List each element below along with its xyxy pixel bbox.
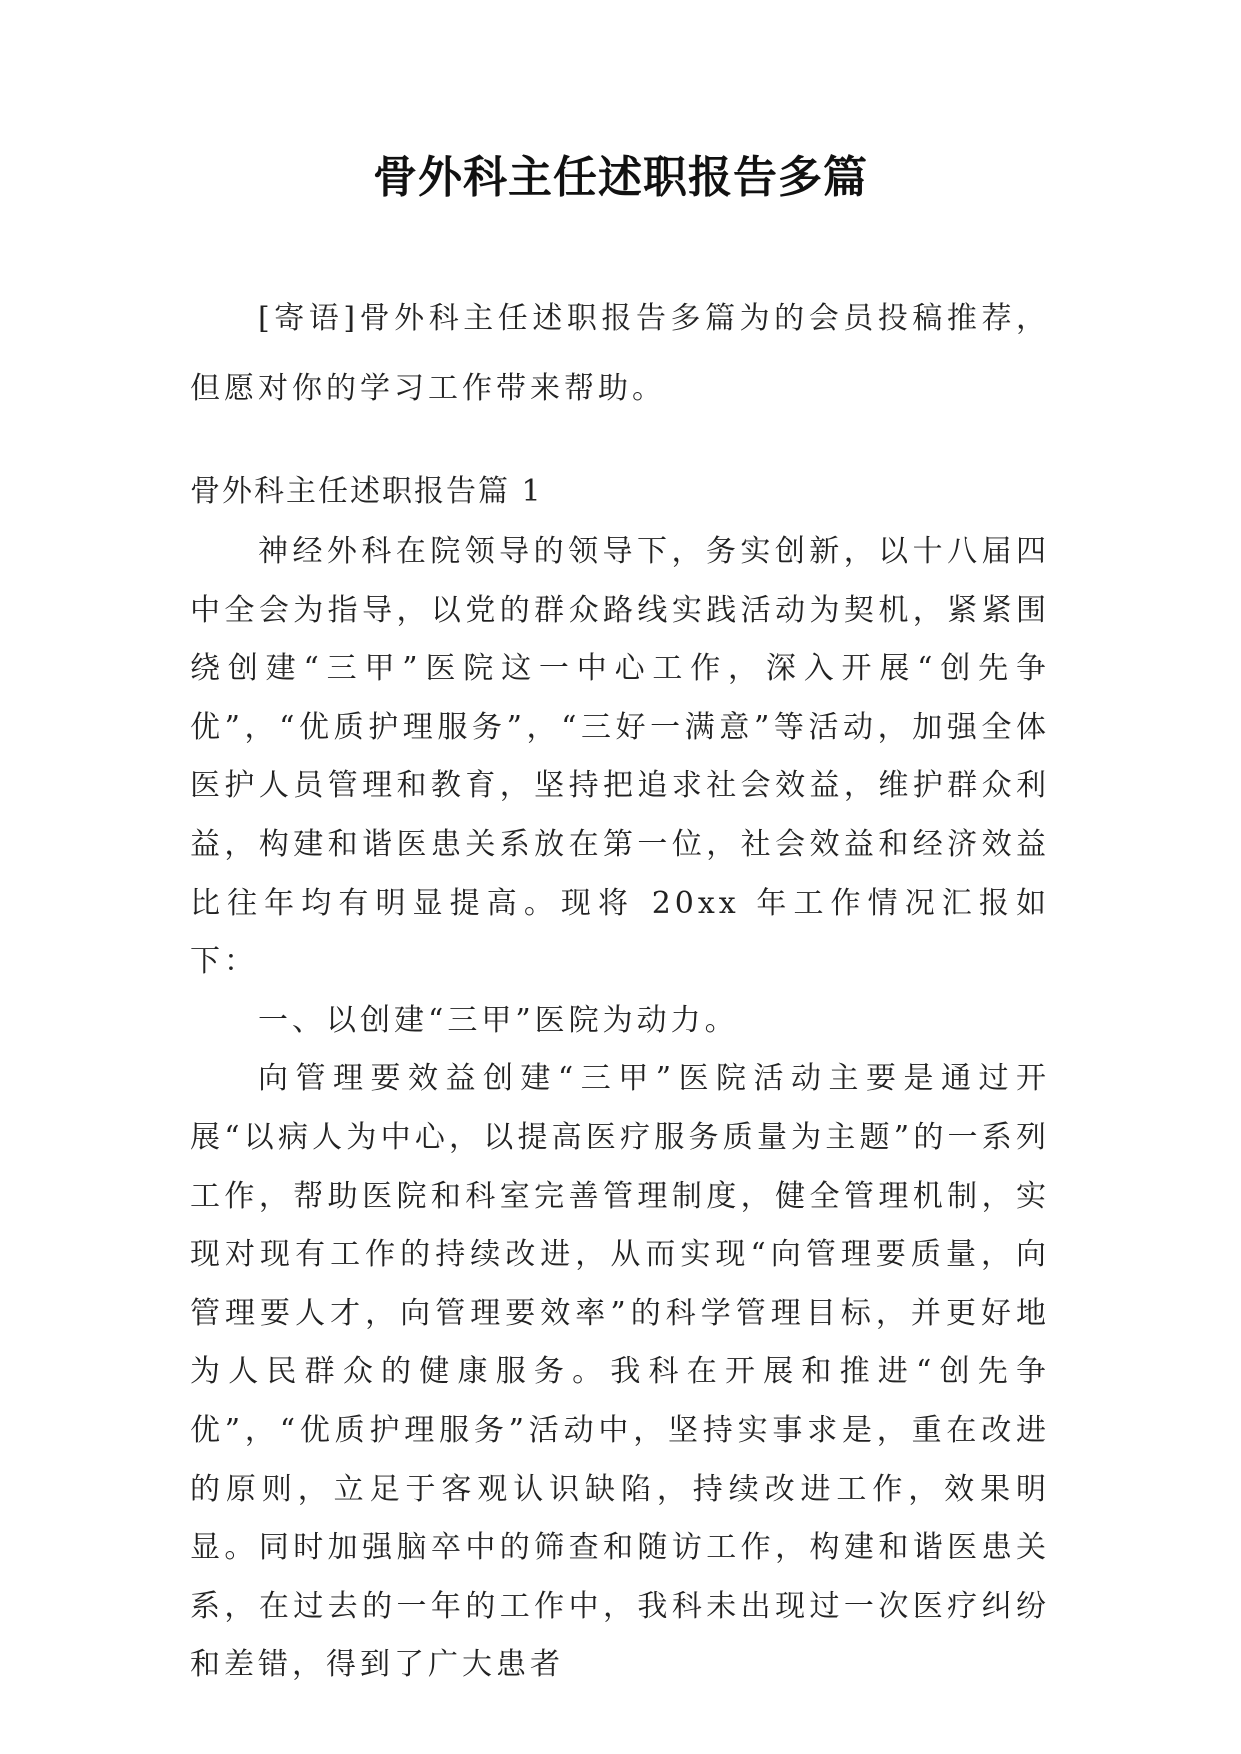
- section-heading: 骨外科主任述职报告篇 1: [190, 474, 543, 509]
- document-title: 骨外科主任述职报告多篇: [373, 152, 868, 203]
- body-paragraph-management: 向管理要效益创建“三甲”医院活动主要是通过开展“以病人为中心，以提高医疗服务质量为主题”的一系列工作，帮助医院和科室完善管理制度，健全管理机制，实现对现有工作的持续改进，从而实现“向管理要质量，向管理要人才，向管理要效率”的科学管理目标，并更好地为人民群众的健康服务。我科在开展和推进“创先争优”，“优质护理服务”活动中，坚持实事求是，重在改进的原则，立足于客观认识缺陷，持续改进工作，效果明显。同时加强脑卒中的筛查和随访工作，构建和谐医患关系，在过去的一年的工作中，我科未出现过一次医疗纠纷和差错，得到了广大患者: [190, 1061, 1050, 1683]
- body-paragraph-intro: 神经外科在院领导的领导下，务实创新，以十八届四中全会为指导，以党的群众路线实践活动为契机，紧紧围绕创建“三甲”医院这一中心工作，深入开展“创先争优”，“优质护理服务”，“三好一满意”等活动，加强全体医护人员管理和教育，坚持把追求社会效益，维护群众利益，构建和谐医患关系放在第一位，社会效益和经济效益比往年均有明显提高。现将 20xx 年工作情况汇报如下：: [190, 534, 1050, 980]
- body-paragraph-heading-1: 一、以创建“三甲”医院为动力。: [258, 1002, 739, 1038]
- report-body: [190, 523, 1050, 1695]
- foreword-paragraph: [寄语]骨外科主任述职报告多篇为的会员投稿推荐，但愿对你的学习工作带来帮助。: [190, 301, 1050, 406]
